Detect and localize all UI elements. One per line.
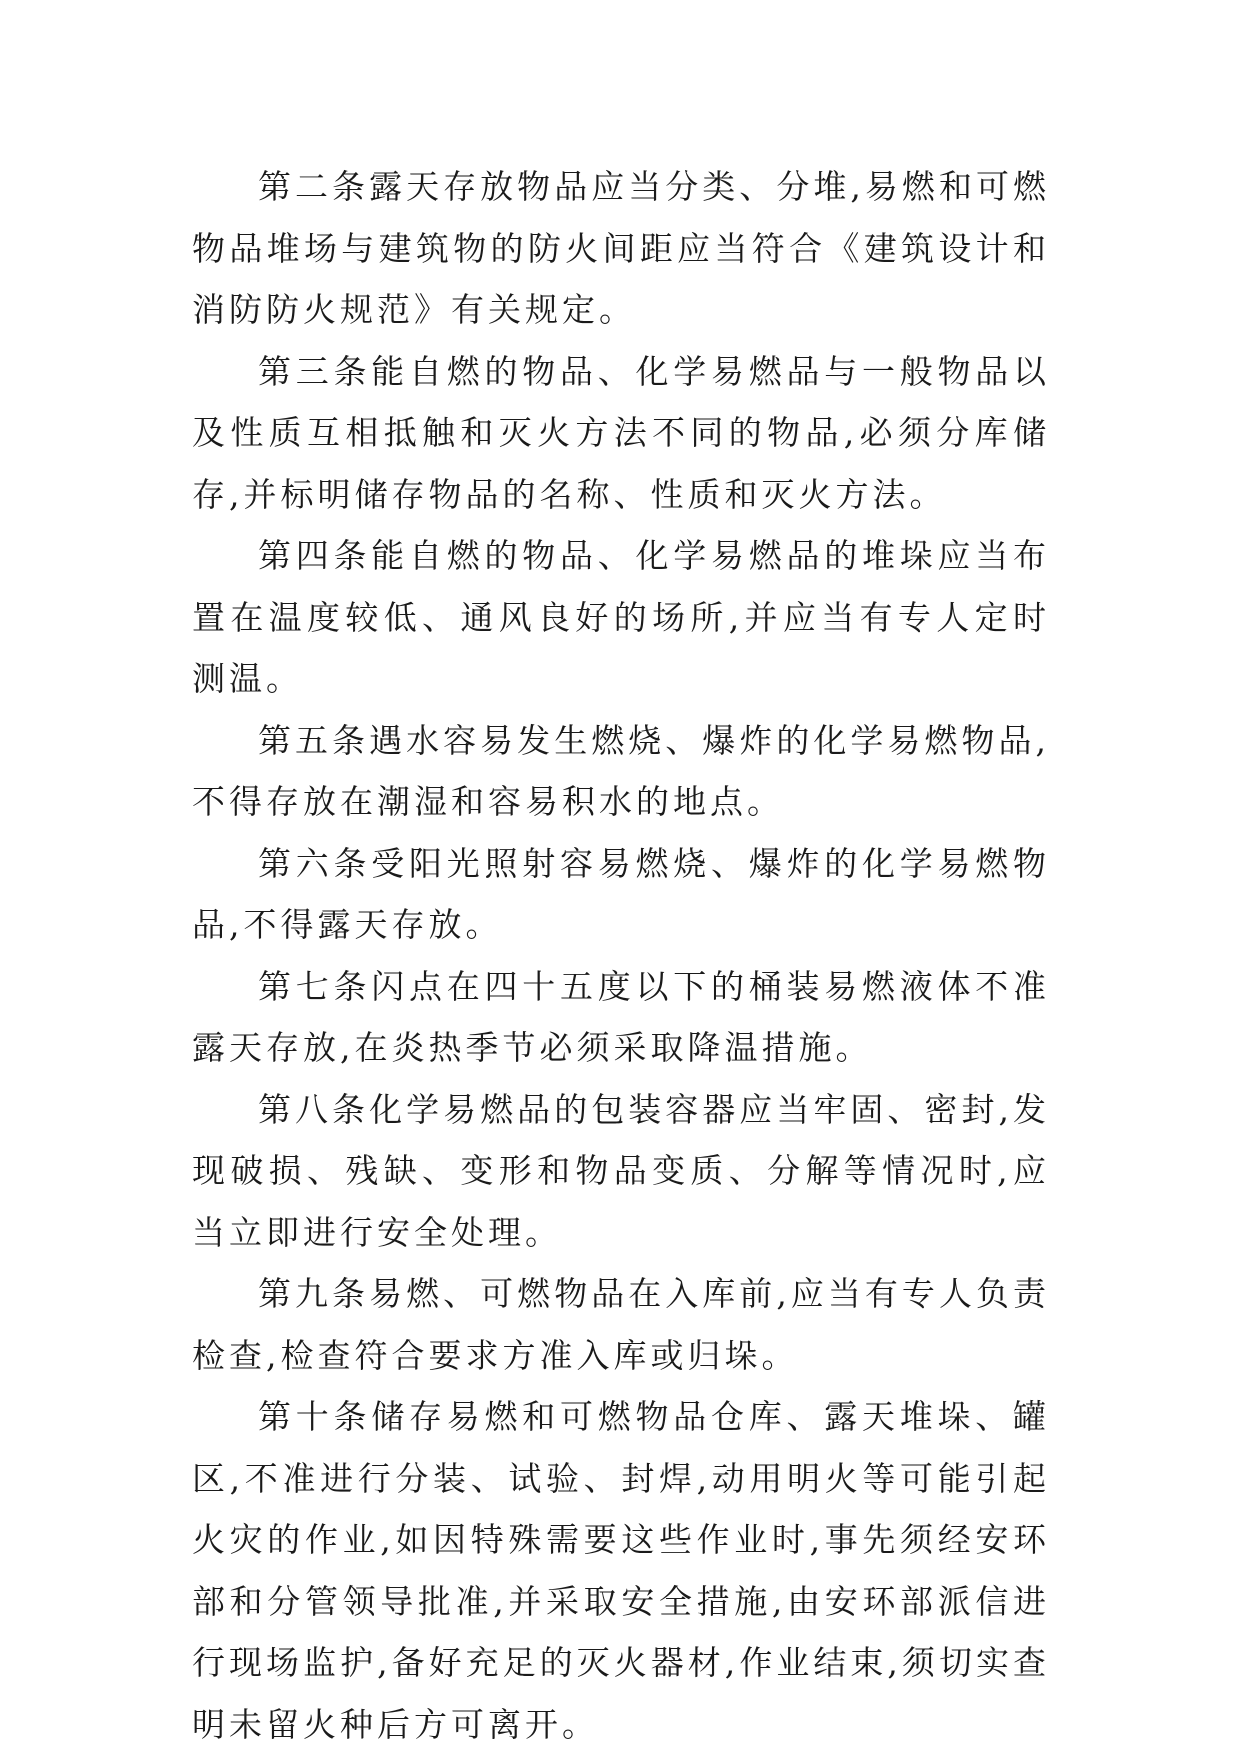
article-8-paragraph: 第八条化学易燃品的包装容器应当牢固、密封,发现破损、残缺、变形和物品变质、分解等情况时,应当立即进行安全处理。 [192,1089,1050,1252]
article-10-paragraph: 第十条储存易燃和可燃物品仓库、露天堆垛、罐区,不准进行分装、试验、封焊,动用明火等可能引起火灾的作业,如因特殊需要这些作业时,事先须经安环部和分管领导批准,并采取安全措施,由安环部派信进行现场监护,备好充足的灭火器材,作业结束,须切实查明未留火种后方可离开。 [192,1397,1050,1744]
document-body [192,156,1050,1755]
article-2-paragraph: 第二条露天存放物品应当分类、分堆,易燃和可燃物品堆场与建筑物的防火间距应当符合《建筑设计和消防防火规范》有关规定。 [192,167,1050,329]
article-4-paragraph: 第四条能自燃的物品、化学易燃品的堆垛应当布置在温度较低、通风良好的场所,并应当有专人定时测温。 [192,536,1050,698]
article-9-paragraph: 第九条易燃、可燃物品在入库前,应当有专人负责检查,检查符合要求方准入库或归垛。 [192,1274,1050,1375]
article-7-paragraph: 第七条闪点在四十五度以下的桶装易燃液体不准露天存放,在炎热季节必须采取降温措施。 [192,966,1050,1067]
article-5-paragraph: 第五条遇水容易发生燃烧、爆炸的化学易燃物品,不得存放在潮湿和容易积水的地点。 [192,720,1050,821]
article-3-paragraph: 第三条能自燃的物品、化学易燃品与一般物品以及性质互相抵触和灭火方法不同的物品,必须分库储存,并标明储存物品的名称、性质和灭火方法。 [192,351,1050,514]
article-6-paragraph: 第六条受阳光照射容易燃烧、爆炸的化学易燃物品,不得露天存放。 [192,843,1050,944]
